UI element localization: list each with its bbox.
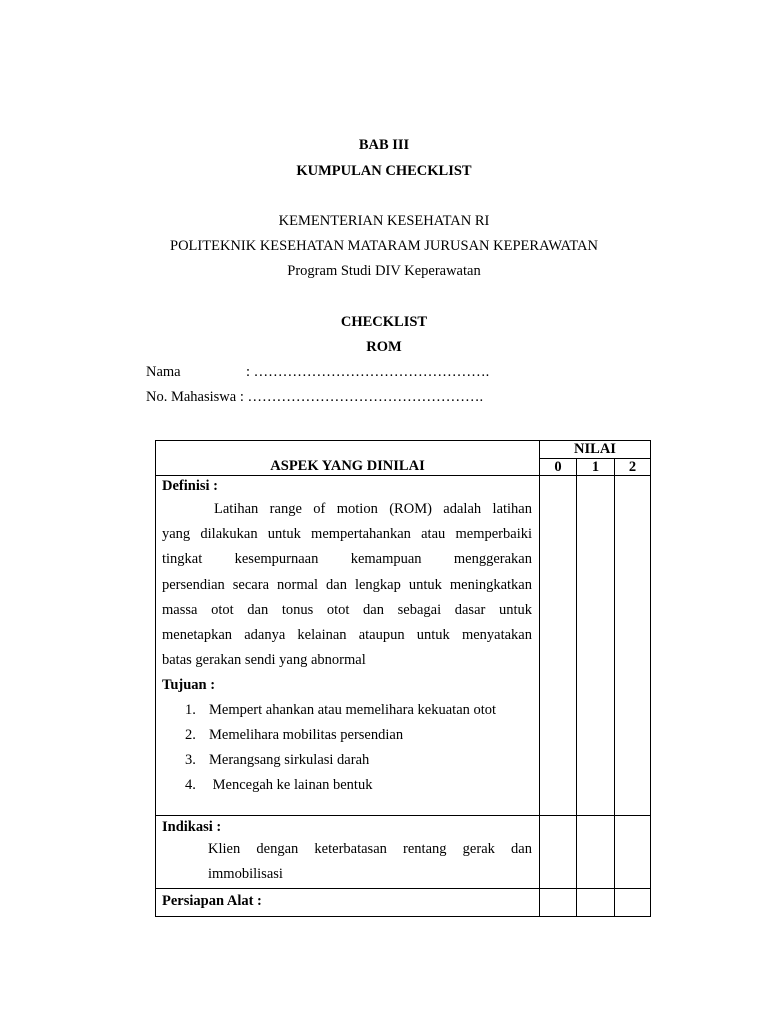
nilai-header: NILAI xyxy=(540,441,651,459)
score-cell-2[interactable] xyxy=(615,816,651,889)
tujuan-title: Tujuan : xyxy=(162,677,216,694)
tujuan-list xyxy=(162,698,532,798)
definisi-line: menetapkan adanya kelainan ataupun untuk menyatakan xyxy=(162,626,532,643)
chapter-heading: BAB III xyxy=(358,137,410,153)
definisi-title: Definisi : xyxy=(162,478,218,494)
indikasi-title: Indikasi : xyxy=(162,819,222,835)
definisi-line: batas gerakan sendi yang abnormal xyxy=(162,652,366,669)
definisi-line: yang dilakukan untuk mempertahankan atau memperbaiki xyxy=(162,526,532,543)
indikasi-line: immobilisasi xyxy=(208,866,283,883)
definisi-line: persendian secara normal dan lengkap untuk meningkatkan xyxy=(162,576,532,593)
score-cell-1[interactable] xyxy=(577,476,615,816)
score-cell-2[interactable] xyxy=(615,889,651,917)
tujuan-text: Merangsang sirkulasi darah xyxy=(209,752,370,769)
score-cell-1[interactable] xyxy=(577,816,615,889)
nim-field[interactable] xyxy=(146,389,483,406)
tujuan-item xyxy=(162,723,532,748)
persiapan-cell xyxy=(156,889,540,917)
score-header-2: 2 xyxy=(615,459,651,476)
nama-value: : …………………………………………. xyxy=(246,364,490,380)
score-cell-2[interactable] xyxy=(615,476,651,816)
tujuan-item xyxy=(162,698,532,723)
tujuan-number: 3. xyxy=(185,752,196,769)
tujuan-item xyxy=(162,773,532,798)
score-header-0: 0 xyxy=(540,459,577,476)
tujuan-number: 1. xyxy=(185,702,196,719)
tujuan-number: 4. xyxy=(185,777,196,794)
score-header-1: 1 xyxy=(577,459,615,476)
document-subtitle: ROM xyxy=(366,339,402,355)
score-cell-0[interactable] xyxy=(540,816,577,889)
tujuan-text: Mencegah ke lainan bentuk xyxy=(209,777,373,794)
definisi-line: Latihan range of motion (ROM) adalah latihan xyxy=(214,501,532,517)
score-cell-0[interactable] xyxy=(540,476,577,816)
program-name: Program Studi DIV Keperawatan xyxy=(287,263,481,279)
tujuan-text: Memelihara mobilitas persendian xyxy=(209,727,404,744)
definisi-tujuan-cell xyxy=(156,476,540,816)
tujuan-item xyxy=(162,748,532,773)
aspect-header: ASPEK YANG DINILAI xyxy=(156,441,540,476)
persiapan-title: Persiapan Alat : xyxy=(162,893,262,909)
indikasi-line: Klien dengan keterbatasan rentang gerak dan xyxy=(208,841,532,857)
ministry-name: KEMENTERIAN KESEHATAN RI xyxy=(278,213,490,229)
indikasi-cell xyxy=(156,816,540,889)
tujuan-number: 2. xyxy=(185,727,196,744)
chapter-title: KUMPULAN CHECKLIST xyxy=(296,163,472,179)
institution-name: POLITEKNIK KESEHATAN MATARAM JURUSAN KEPERAWATAN xyxy=(170,238,598,254)
definisi-line: massa otot dan tonus otot dan sebagai dasar untuk xyxy=(162,601,532,618)
checklist-table xyxy=(155,440,651,917)
definisi-line: tingkat kesempurnaan kemampuan menggerakan xyxy=(162,551,532,568)
score-cell-0[interactable] xyxy=(540,889,577,917)
document-title: CHECKLIST xyxy=(340,314,428,330)
nama-label: Nama xyxy=(146,364,181,380)
tujuan-text: Mempert ahankan atau memelihara kekuatan otot xyxy=(209,702,497,719)
nama-field[interactable] xyxy=(146,364,489,381)
score-cell-1[interactable] xyxy=(577,889,615,917)
nim-line: No. Mahasiswa : …………………………………………. xyxy=(146,389,484,405)
